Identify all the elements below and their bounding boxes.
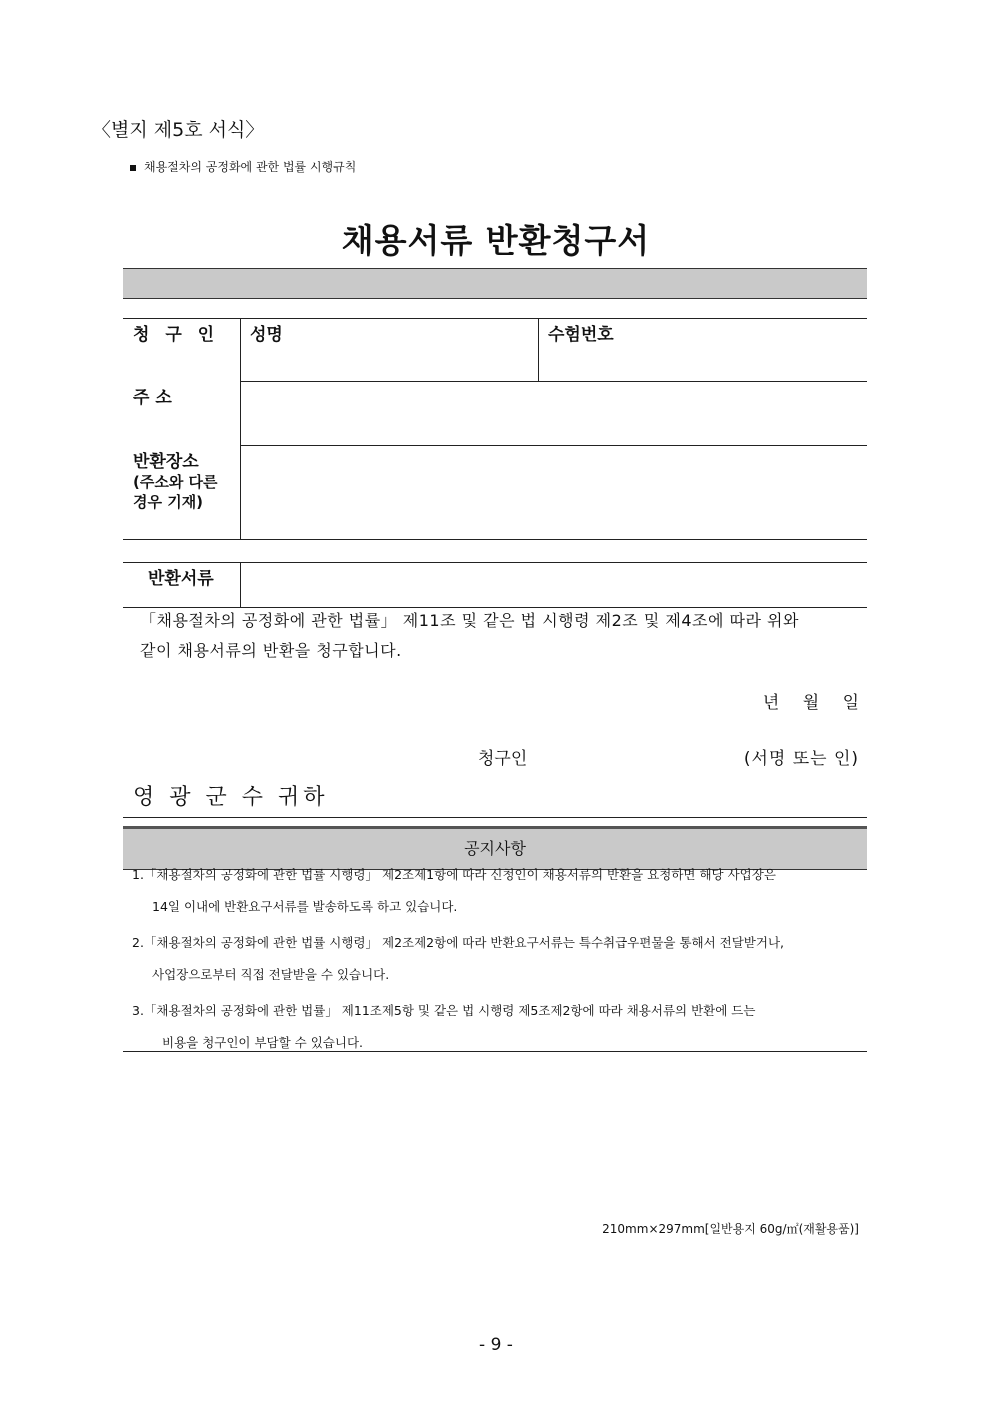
form-number: 〈별지 제5호 서식〉 — [92, 119, 265, 141]
addressee: 영 광 군 수 귀하 — [133, 785, 329, 810]
page-number: - 9 - — [479, 1335, 513, 1355]
name-label: 성명 — [250, 325, 283, 345]
notice-item-1 — [132, 859, 862, 923]
return-place-label: 반환장소 — [133, 452, 199, 472]
notice-title: 공지사항 — [464, 839, 526, 858]
return-docs-field[interactable] — [248, 566, 860, 603]
notice-item-3 — [132, 995, 862, 1059]
notice-item-3-line-2: 비용을 청구인이 부담할 수 있습니다. — [162, 1035, 363, 1050]
row-line-2 — [240, 445, 867, 446]
exam-number-label: 수험번호 — [548, 325, 614, 345]
label-column-divider — [240, 318, 241, 539]
document-title: 채용서류 반환청구서 — [341, 221, 651, 260]
signature-note: (서명 또는 인) — [743, 749, 859, 769]
paper-spec: 210mm×297mm[일반용지 60g/㎡(재활용품)] — [602, 1222, 859, 1236]
return-place-note-1: (주소와 다른 — [133, 473, 218, 491]
law-reference — [130, 158, 356, 175]
request-statement — [140, 606, 860, 666]
name-field[interactable] — [250, 345, 530, 377]
notice-item-2-line-2: 사업장으로부터 직접 전달받을 수 있습니다. — [152, 967, 390, 982]
name-exam-divider — [538, 318, 539, 381]
statement-line-1: 「채용절차의 공정화에 관한 법률」 제11조 및 같은 법 시행령 제2조 및 제4조에 따라 위와 — [140, 611, 799, 630]
notice-item-1-line-2: 14일 이내에 반환요구서류를 발송하도록 하고 있습니다. — [152, 899, 458, 914]
header-gray-band — [123, 268, 867, 299]
table-top-line — [123, 318, 867, 319]
claimant-sign-label: 청구인 — [478, 749, 528, 769]
addressee-underline — [123, 817, 867, 818]
bullet-square-icon — [130, 165, 136, 171]
claimant-label: 청 구 인 — [133, 325, 215, 345]
docs-top-line — [123, 562, 867, 563]
notice-bottom-line — [123, 1051, 867, 1052]
return-docs-label: 반환서류 — [148, 569, 214, 589]
date-line: 년 월 일 — [762, 693, 859, 713]
docs-divider — [240, 562, 241, 607]
statement-line-2: 같이 채용서류의 반환을 청구합니다. — [140, 641, 402, 660]
row-line-1 — [240, 381, 867, 382]
law-reference-text: 채용절차의 공정화에 관한 법률 시행규칙 — [144, 160, 357, 174]
address-label: 주 소 — [133, 388, 172, 408]
notice-item-3-line-1: 3.「채용절차의 공정화에 관한 법률」 제11조제5항 및 같은 법 시행령 제5조제2항에 따라 채용서류의 반환에 드는 — [132, 1003, 756, 1018]
notice-item-2-line-1: 2.「채용절차의 공정화에 관한 법률 시행령」 제2조제2항에 따라 반환요구서류는 특수취급우편물을 통해서 전달받거나, — [132, 935, 784, 950]
return-place-note-2: 경우 기재) — [133, 493, 204, 511]
return-place-field[interactable] — [248, 450, 860, 534]
address-field[interactable] — [248, 386, 860, 440]
notice-item-2 — [132, 927, 862, 991]
table-bottom-line — [123, 539, 867, 540]
exam-number-field[interactable] — [548, 345, 858, 377]
notice-item-1-line-1: 1.「채용절차의 공정화에 관한 법률 시행령」 제2조제1항에 따라 신청인이 채용서류의 반환을 요청하면 해당 사업장은 — [132, 867, 776, 882]
